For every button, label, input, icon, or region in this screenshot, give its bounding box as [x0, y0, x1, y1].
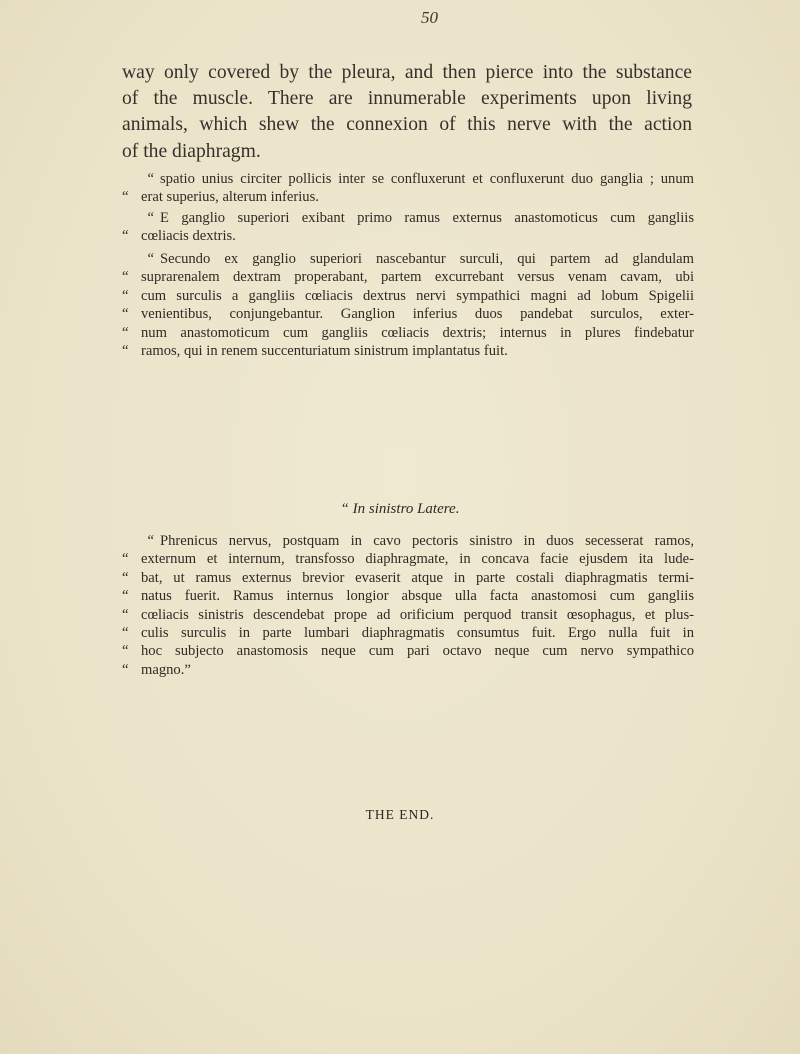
quote-line-text: suprarenalem dextram properabant, partem excurrebant versus venam cavam, ubi: [141, 269, 694, 286]
quote-line: [122, 624, 694, 642]
quote-line: [122, 587, 694, 605]
quote-line: [122, 642, 694, 660]
quote-mark: “: [122, 228, 129, 245]
quote-line-text: externum et internum, transfosso diaphragmate, in concava facie ejusdem ita lude-: [141, 551, 694, 568]
quote-line: [122, 532, 694, 550]
quote-line: [122, 287, 694, 305]
quote-line-text: bat, ut ramus externus brevior evaserit atque in parte costali diaphragmatis termi-: [141, 569, 694, 586]
quote-line-text: ramos, qui in renem succenturiatum sinistrum implantatus fuit.: [141, 342, 508, 359]
lead-paragraph: [122, 60, 692, 165]
quote-mark: “: [122, 661, 129, 678]
quote-line: [122, 250, 694, 268]
quote-mark: “: [147, 533, 154, 549]
quote-line-text: Secundo ex ganglio superiori nascebantur surculi, qui partem ad glandulam: [160, 251, 694, 267]
quote-line: [122, 188, 694, 206]
quote-line-text: cum surculis a gangliis cœliacis dextrus nervi sympathici magni ad lobum Spigelii: [141, 287, 694, 304]
quote-mark: “: [122, 588, 129, 605]
quote-line: [122, 227, 694, 245]
quote-mark: “: [122, 342, 129, 359]
quote-line: [122, 569, 694, 587]
quote-line: [122, 550, 694, 568]
quote-line-text: spatio unius circiter pollicis inter se confluxerunt et confluxerunt duo ganglia ; unum: [160, 171, 694, 187]
quote-mark: “: [122, 189, 129, 206]
quote-line-text: hoc subjecto anastomosis neque cum pari octavo neque cum nervo sympathico: [141, 643, 694, 660]
quote-line: [122, 268, 694, 286]
quote-line-text: num anastomoticum cum gangliis cœliacis dextris; internus in plures findebatur: [141, 324, 694, 341]
quote-mark: “: [147, 210, 154, 226]
quote-line-text: cœliacis dextris.: [141, 228, 236, 245]
quote-line: [122, 305, 694, 323]
quote-line-text: erat superius, alterum inferius.: [141, 189, 319, 206]
quote-line: [122, 170, 694, 188]
quote-line: [122, 661, 694, 679]
quote-line: [122, 342, 694, 360]
quote-line-text: venientibus, conjungebantur. Ganglion inferius duos pandebat surculos, exter-: [141, 306, 694, 323]
quote-mark: “: [122, 269, 129, 286]
quote-line-text: E ganglio superiori exibant primo ramus externus anastomoticus cum gangliis: [160, 210, 694, 226]
lead-line: of the muscle. There are innumerable experiments upon living: [122, 88, 692, 110]
quote-mark: “: [122, 306, 129, 323]
page-number: 50: [421, 8, 438, 27]
quote-mark: “: [122, 606, 129, 623]
quote-paragraph-2: [122, 209, 694, 246]
quote-line: [122, 209, 694, 227]
quote-line-text: cœliacis sinistris descendebat prope ad orificium perquod transit œsophagus, et plus-: [141, 606, 694, 623]
quote-mark: “: [122, 624, 129, 641]
quote-mark: “: [122, 551, 129, 568]
quote-mark: “: [147, 251, 154, 267]
lead-line: of the diaphragm.: [122, 140, 261, 162]
quote-paragraph-3: [122, 250, 694, 360]
quote-paragraph-1: [122, 170, 694, 207]
quote-line: [122, 606, 694, 624]
quote-mark: “: [122, 569, 129, 586]
quote-line-text: natus fuerit. Ramus internus longior absque ulla facta anastomosi cum gangliis: [141, 588, 694, 605]
quote-mark: “: [122, 643, 129, 660]
quote-line: [122, 324, 694, 342]
quote-line-text: Phrenicus nervus, postquam in cavo pectoris sinistro in duos secesserat ramos,: [160, 533, 694, 549]
quote-mark: “: [147, 171, 154, 187]
quote-mark: “: [122, 324, 129, 341]
end-marker: THE END.: [365, 807, 435, 822]
section-heading: [0, 501, 800, 518]
quote-paragraph-4: [122, 532, 694, 679]
quote-mark: “: [340, 501, 349, 517]
lead-line: way only covered by the pleura, and then pierce into the substance: [122, 62, 692, 83]
quote-line-text: culis surculis in parte lumbari diaphragmatis consumtus fuit. Ergo nulla fuit in: [141, 624, 694, 641]
quote-line-text: magno.”: [141, 661, 191, 678]
lead-line: animals, which shew the connexion of this nerve with the action: [122, 114, 692, 136]
section-heading-text: In sinistro Latere.: [352, 501, 460, 517]
quote-mark: “: [122, 287, 129, 304]
